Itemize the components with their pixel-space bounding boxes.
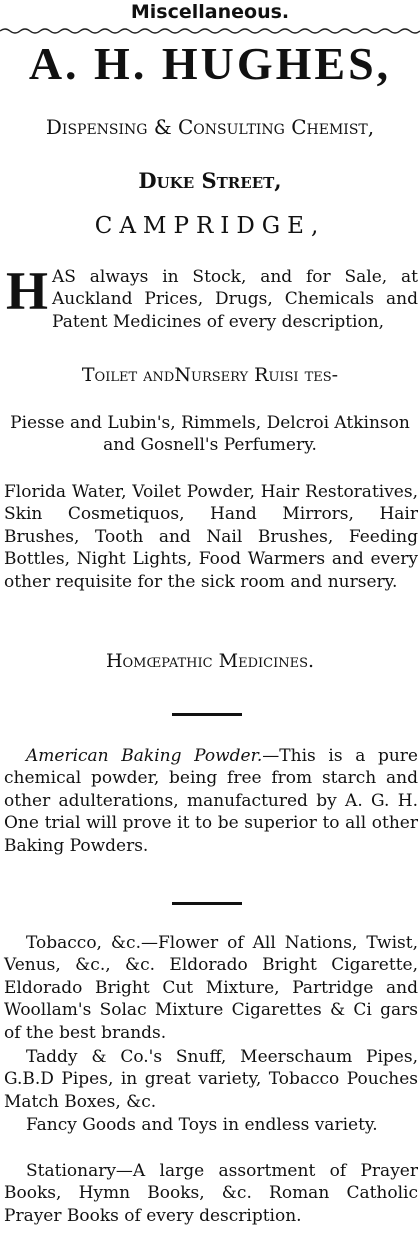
divider-rule <box>172 902 242 905</box>
snuff-paragraph: Taddy & Co.'s Snuff, Meerschaum Pipes, G.B.D Pipes, in great variety, Tobacco Pouches Match Boxes, &c. <box>4 1047 418 1112</box>
toilet-items: Florida Water, Voilet Powder, Hair Restoratives, Skin Cosmetiquos, Hand Mirrors, Hair Brushes, Tooth and Nail Brushes, Feeding Bottles, Night Lights, Food Warmers and every other requisite for the sick room and nursery. <box>4 482 418 592</box>
trade-line: Dispensing & Consulting Chemist, <box>45 115 375 139</box>
town-line: CAMPRIDGE, <box>94 213 326 239</box>
homoeopathic-heading: Homœpathic Medicines. <box>105 650 315 672</box>
wavy-rule <box>0 27 420 35</box>
perfumery-line: Piesse and Lubin's, Rimmels, Delcroi Atkinson and Gosnell's Perfumery. <box>10 413 410 455</box>
intro-text: AS always in Stock, and for Sale, at Auckland Prices, Drugs, Chemicals and Patent Medicines of every description, <box>52 267 418 332</box>
fancy-paragraph: Fancy Goods and Toys in endless variety. <box>26 1115 378 1135</box>
street-line: Duke Street, <box>138 168 282 193</box>
toilet-heading: Toilet andNursery Ruisi tes- <box>81 364 339 386</box>
baking-text: —This is a pure chemical powder, being free from starch and other adulterations, manufactured by A. G. H. One trial will prove it to be superior to all other Baking Powders. <box>4 746 418 856</box>
divider-rule <box>172 713 242 716</box>
baking-paragraph <box>4 745 418 857</box>
tobacco-paragraph: Tobacco, &c.—Flower of All Nations, Twist, Venus, &c., &c. Eldorado Bright Cigarette, Eldorado Bright Cut Mixture, Partridge and Woollam's Solac Mixture Cigarettes & Ci gars of the best brands. <box>4 933 418 1043</box>
section-heading: Miscellaneous. <box>130 1 290 23</box>
proprietor-name: A. H. HUGHES, <box>28 38 392 89</box>
baking-title: American Baking Powder. <box>26 746 263 766</box>
drop-cap: H <box>6 261 49 321</box>
intro-paragraph <box>4 261 418 333</box>
stationary-paragraph: Stationary—A large assortment of Prayer Books, Hymn Books, &c. Roman Catholic Prayer Books of every description. <box>4 1161 418 1226</box>
